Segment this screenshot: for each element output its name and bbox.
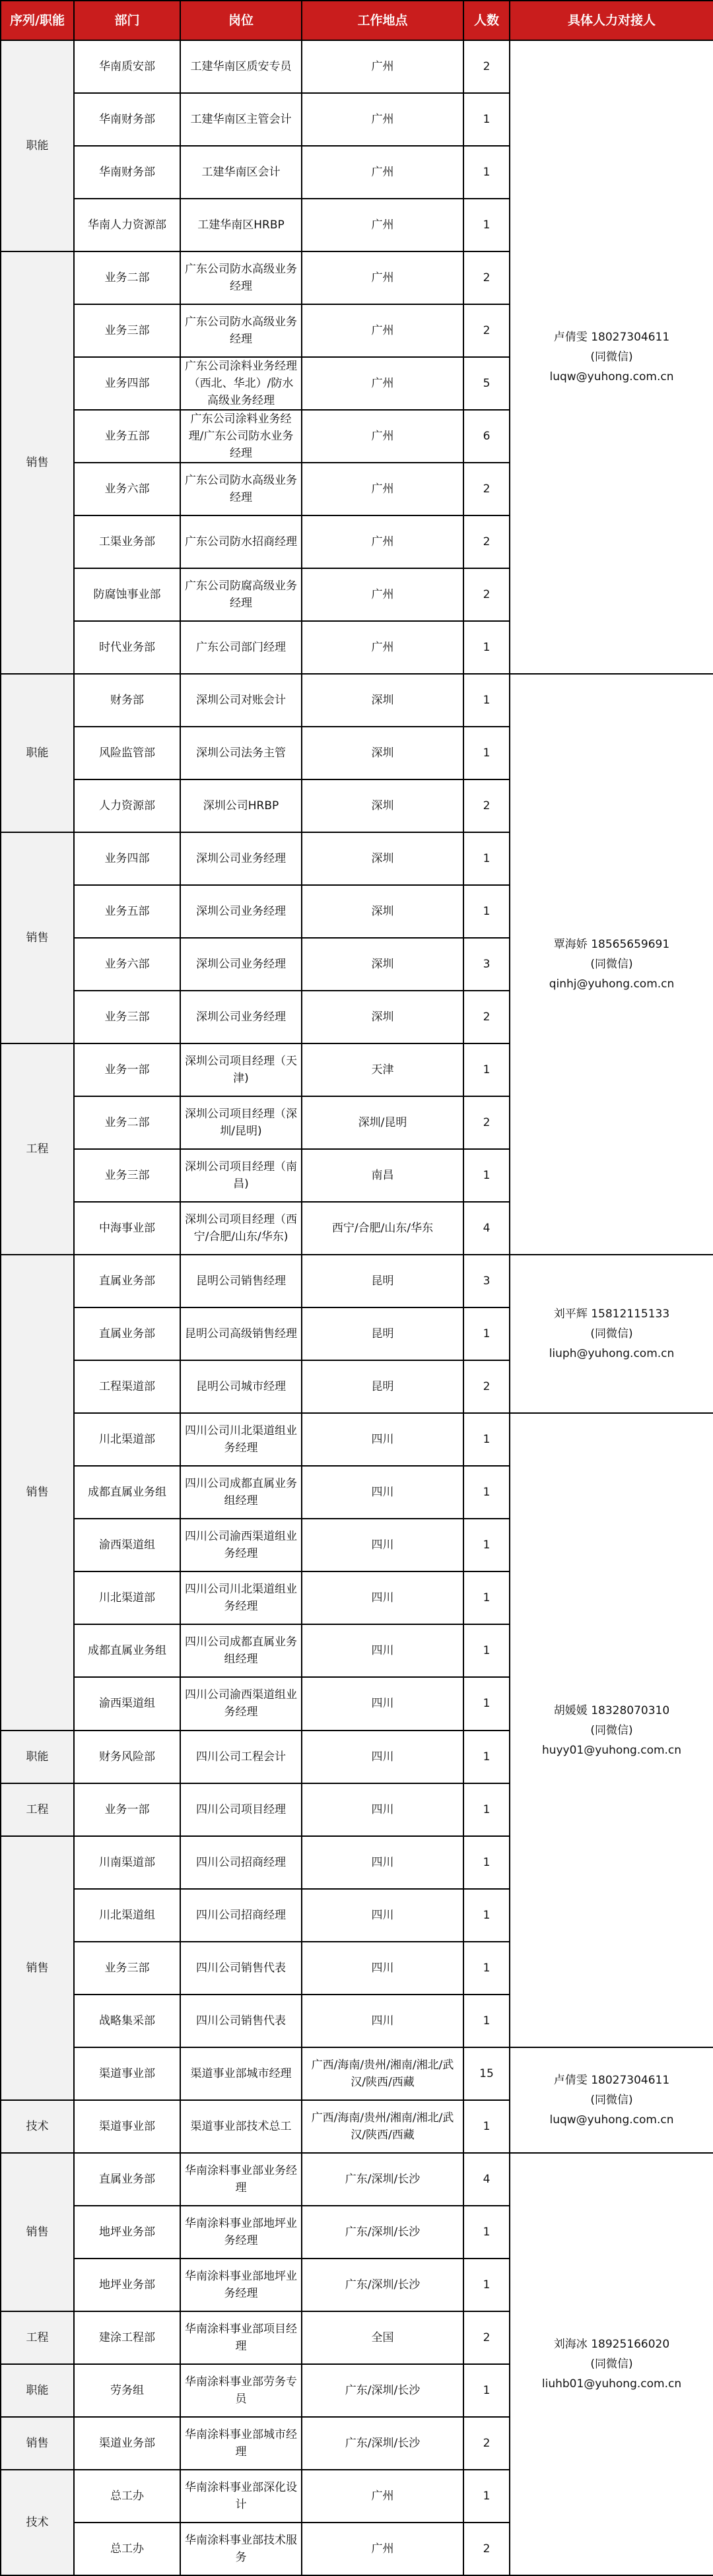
headcount-cell: 1 <box>463 146 510 199</box>
department-cell: 华南人力资源部 <box>74 199 180 251</box>
hr-contact-cell <box>510 1413 713 2047</box>
contact-wechat-note: (同微信) <box>590 958 633 972</box>
contact-email[interactable]: luqw@yuhong.com.cn <box>549 370 674 384</box>
headcount-cell: 1 <box>463 2206 510 2259</box>
department-cell: 渠道事业部 <box>74 2100 180 2153</box>
department-cell: 渠道事业部 <box>74 2047 180 2100</box>
headcount-cell: 1 <box>463 1677 510 1730</box>
location-cell: 广西/海南/贵州/湘南/湘北/武汉/陕西/西藏 <box>302 2047 463 2100</box>
department-cell: 总工办 <box>74 2470 180 2523</box>
position-cell: 华南涂料事业部深化设计 <box>180 2470 302 2523</box>
headcount-cell: 1 <box>463 1889 510 1942</box>
location-cell: 广州 <box>302 463 463 515</box>
headcount-cell: 2 <box>463 568 510 621</box>
header-headcount: 人数 <box>463 1 510 40</box>
sequence-cell: 职能 <box>1 674 74 832</box>
department-cell: 业务一部 <box>74 1043 180 1096</box>
location-cell: 广州 <box>302 251 463 304</box>
department-cell: 中海事业部 <box>74 1202 180 1255</box>
position-cell: 深圳公司项目经理（深圳/昆明) <box>180 1096 302 1149</box>
headcount-cell: 1 <box>463 1571 510 1624</box>
headcount-cell: 15 <box>463 2047 510 2100</box>
position-cell: 深圳公司项目经理（西宁/合肥/山东/华东) <box>180 1202 302 1255</box>
headcount-cell: 1 <box>463 199 510 251</box>
location-cell: 昆明 <box>302 1307 463 1360</box>
position-cell: 四川公司项目经理 <box>180 1783 302 1836</box>
contact-wechat-note: (同微信) <box>590 2357 633 2371</box>
header-department: 部门 <box>74 1 180 40</box>
contact-name-phone: 覃海娇 18565659691 <box>553 938 670 952</box>
contact-email[interactable]: liuhb01@yuhong.com.cn <box>541 2377 682 2391</box>
headcount-cell: 2 <box>463 304 510 357</box>
sequence-cell: 技术 <box>1 2100 74 2153</box>
department-cell: 工程渠道部 <box>74 1360 180 1413</box>
department-cell: 业务一部 <box>74 1783 180 1836</box>
department-cell: 渝西渠道组 <box>74 1519 180 1571</box>
department-cell: 华南财务部 <box>74 146 180 199</box>
headcount-cell: 1 <box>463 621 510 674</box>
position-cell: 华南涂料事业部项目经理 <box>180 2311 302 2364</box>
location-cell: 广州 <box>302 40 463 93</box>
hr-contact-cell <box>510 40 713 674</box>
sequence-cell: 职能 <box>1 1731 74 1783</box>
position-cell: 深圳公司业务经理 <box>180 938 302 991</box>
department-cell: 成都直属业务组 <box>74 1624 180 1677</box>
position-cell: 广东公司防水高级业务经理 <box>180 251 302 304</box>
headcount-cell: 1 <box>463 1995 510 2047</box>
location-cell: 四川 <box>302 1731 463 1783</box>
location-cell: 广东/深圳/长沙 <box>302 2364 463 2417</box>
location-cell: 深圳 <box>302 832 463 885</box>
position-cell: 深圳公司项目经理（南昌) <box>180 1149 302 1202</box>
headcount-cell: 2 <box>463 2523 510 2575</box>
headcount-cell: 2 <box>463 251 510 304</box>
position-cell: 华南涂料事业部地坪业务经理 <box>180 2206 302 2259</box>
headcount-cell: 2 <box>463 991 510 1043</box>
sequence-cell: 销售 <box>1 2153 74 2311</box>
department-cell: 业务五部 <box>74 885 180 938</box>
headcount-cell: 1 <box>463 1836 510 1889</box>
sequence-cell: 销售 <box>1 832 74 1043</box>
table-row <box>1 1255 713 1307</box>
sequence-cell: 职能 <box>1 2364 74 2417</box>
department-cell: 华南财务部 <box>74 93 180 146</box>
department-cell: 人力资源部 <box>74 779 180 832</box>
table-row <box>1 2153 713 2206</box>
location-cell: 四川 <box>302 1624 463 1677</box>
headcount-cell: 1 <box>463 1043 510 1096</box>
position-cell: 昆明公司销售经理 <box>180 1255 302 1307</box>
headcount-cell: 1 <box>463 1942 510 1995</box>
position-cell: 渠道事业部技术总工 <box>180 2100 302 2153</box>
contact-name-phone: 刘海冰 18925166020 <box>553 2337 670 2351</box>
position-cell: 深圳公司项目经理（天津) <box>180 1043 302 1096</box>
location-cell: 全国 <box>302 2311 463 2364</box>
department-cell: 建涂工程部 <box>74 2311 180 2364</box>
location-cell: 广州 <box>302 2523 463 2575</box>
location-cell: 四川 <box>302 1783 463 1836</box>
location-cell: 广东/深圳/长沙 <box>302 2417 463 2470</box>
position-cell: 昆明公司城市经理 <box>180 1360 302 1413</box>
department-cell: 地坪业务部 <box>74 2259 180 2311</box>
contact-email[interactable]: liuph@yuhong.com.cn <box>549 1347 675 1361</box>
location-cell: 广州 <box>302 410 463 463</box>
table-row <box>1 40 713 93</box>
headcount-cell: 2 <box>463 515 510 568</box>
department-cell: 直属业务部 <box>74 1255 180 1307</box>
position-cell: 广东公司部门经理 <box>180 621 302 674</box>
headcount-cell: 2 <box>463 463 510 515</box>
position-cell: 四川公司工程会计 <box>180 1731 302 1783</box>
location-cell: 广西/海南/贵州/湘南/湘北/武汉/陕西/西藏 <box>302 2100 463 2153</box>
position-cell: 四川公司川北渠道组业务经理 <box>180 1413 302 1466</box>
department-cell: 业务三部 <box>74 1149 180 1202</box>
contact-wechat-note: (同微信) <box>590 350 633 364</box>
table-header-row <box>1 1 713 40</box>
hr-contact-cell <box>510 674 713 1255</box>
department-cell: 华南质安部 <box>74 40 180 93</box>
sequence-cell: 技术 <box>1 2470 74 2575</box>
headcount-cell: 2 <box>463 1360 510 1413</box>
sequence-cell: 销售 <box>1 2417 74 2470</box>
location-cell: 西宁/合肥/山东/华东 <box>302 1202 463 1255</box>
location-cell: 深圳 <box>302 779 463 832</box>
position-cell: 四川公司销售代表 <box>180 1942 302 1995</box>
department-cell: 业务六部 <box>74 463 180 515</box>
headcount-cell: 1 <box>463 2364 510 2417</box>
position-cell: 广东公司防水高级业务经理 <box>180 304 302 357</box>
position-cell: 华南涂料事业部城市经理 <box>180 2417 302 2470</box>
headcount-cell: 2 <box>463 2417 510 2470</box>
position-cell: 华南涂料事业部地坪业务经理 <box>180 2259 302 2311</box>
sequence-cell: 工程 <box>1 2311 74 2364</box>
department-cell: 渠道业务部 <box>74 2417 180 2470</box>
department-cell: 工渠业务部 <box>74 515 180 568</box>
department-cell: 劳务组 <box>74 2364 180 2417</box>
position-cell: 深圳公司法务主管 <box>180 727 302 779</box>
headcount-cell: 1 <box>463 1307 510 1360</box>
position-cell: 广东公司防水高级业务经理 <box>180 463 302 515</box>
headcount-cell: 1 <box>463 2259 510 2311</box>
position-cell: 四川公司渝西渠道组业务经理 <box>180 1677 302 1730</box>
location-cell: 昆明 <box>302 1360 463 1413</box>
position-cell: 华南涂料事业部业务经理 <box>180 2153 302 2206</box>
location-cell: 广州 <box>302 199 463 251</box>
headcount-cell: 1 <box>463 727 510 779</box>
contact-name-phone: 胡媛媛 18328070310 <box>553 1703 670 1717</box>
location-cell: 广东/深圳/长沙 <box>302 2206 463 2259</box>
sequence-cell: 销售 <box>1 251 74 674</box>
contact-email[interactable]: huyy01@yuhong.com.cn <box>541 1743 682 1757</box>
headcount-cell: 1 <box>463 1413 510 1466</box>
contact-email[interactable]: qinhj@yuhong.com.cn <box>549 977 675 991</box>
department-cell: 防腐蚀事业部 <box>74 568 180 621</box>
location-cell: 四川 <box>302 1836 463 1889</box>
table-row <box>1 2047 713 2100</box>
position-cell: 深圳公司HRBP <box>180 779 302 832</box>
location-cell: 昆明 <box>302 1255 463 1307</box>
headcount-cell: 2 <box>463 779 510 832</box>
department-cell: 财务部 <box>74 674 180 727</box>
contact-wechat-note: (同微信) <box>590 1723 633 1737</box>
location-cell: 深圳 <box>302 938 463 991</box>
header-position: 岗位 <box>180 1 302 40</box>
sequence-cell: 销售 <box>1 1836 74 2100</box>
location-cell: 南昌 <box>302 1149 463 1202</box>
headcount-cell: 1 <box>463 1149 510 1202</box>
department-cell: 直属业务部 <box>74 2153 180 2206</box>
position-cell: 广东公司防水招商经理 <box>180 515 302 568</box>
position-cell: 工建华南区HRBP <box>180 199 302 251</box>
contact-wechat-note: (同微信) <box>590 1327 633 1341</box>
headcount-cell: 1 <box>463 885 510 938</box>
position-cell: 四川公司销售代表 <box>180 1995 302 2047</box>
department-cell: 财务风险部 <box>74 1731 180 1783</box>
sequence-cell: 工程 <box>1 1783 74 1836</box>
headcount-cell: 4 <box>463 2153 510 2206</box>
department-cell: 地坪业务部 <box>74 2206 180 2259</box>
location-cell: 四川 <box>302 1571 463 1624</box>
location-cell: 四川 <box>302 1413 463 1466</box>
location-cell: 广州 <box>302 357 463 410</box>
position-cell: 华南涂料事业部技术服务 <box>180 2523 302 2575</box>
position-cell: 四川公司招商经理 <box>180 1836 302 1889</box>
department-cell: 时代业务部 <box>74 621 180 674</box>
department-cell: 业务四部 <box>74 357 180 410</box>
location-cell: 广州 <box>302 621 463 674</box>
headcount-cell: 1 <box>463 1624 510 1677</box>
hr-contact-cell <box>510 1255 713 1413</box>
department-cell: 业务四部 <box>74 832 180 885</box>
position-cell: 工建华南区质安专员 <box>180 40 302 93</box>
department-cell: 战略集采部 <box>74 1995 180 2047</box>
headcount-cell: 4 <box>463 1202 510 1255</box>
header-hr-contact: 具体人力对接人 <box>510 1 713 40</box>
position-cell: 四川公司川北渠道组业务经理 <box>180 1571 302 1624</box>
headcount-cell: 2 <box>463 40 510 93</box>
position-cell: 四川公司成都直属业务组经理 <box>180 1466 302 1519</box>
department-cell: 川南渠道部 <box>74 1836 180 1889</box>
position-cell: 四川公司招商经理 <box>180 1889 302 1942</box>
headcount-cell: 1 <box>463 1783 510 1836</box>
header-sequence: 序列/职能 <box>1 1 74 40</box>
contact-email[interactable]: luqw@yuhong.com.cn <box>549 2113 674 2127</box>
position-cell: 深圳公司业务经理 <box>180 991 302 1043</box>
headcount-cell: 3 <box>463 938 510 991</box>
headcount-cell: 1 <box>463 674 510 727</box>
department-cell: 业务三部 <box>74 991 180 1043</box>
headcount-cell: 1 <box>463 1466 510 1519</box>
department-cell: 川北渠道部 <box>74 1413 180 1466</box>
headcount-cell: 6 <box>463 410 510 463</box>
department-cell: 直属业务部 <box>74 1307 180 1360</box>
department-cell: 成都直属业务组 <box>74 1466 180 1519</box>
position-cell: 工建华南区会计 <box>180 146 302 199</box>
department-cell: 总工办 <box>74 2523 180 2575</box>
department-cell: 渝西渠道组 <box>74 1677 180 1730</box>
department-cell: 业务二部 <box>74 251 180 304</box>
headcount-cell: 5 <box>463 357 510 410</box>
headcount-cell: 1 <box>463 1731 510 1783</box>
location-cell: 广东/深圳/长沙 <box>302 2259 463 2311</box>
department-cell: 风险监管部 <box>74 727 180 779</box>
contact-name-phone: 卢倩雯 18027304611 <box>553 331 670 345</box>
location-cell: 四川 <box>302 1677 463 1730</box>
location-cell: 深圳 <box>302 674 463 727</box>
table-row <box>1 674 713 727</box>
position-cell: 广东公司防腐高级业务经理 <box>180 568 302 621</box>
location-cell: 天津 <box>302 1043 463 1096</box>
location-cell: 四川 <box>302 1995 463 2047</box>
position-cell: 四川公司渝西渠道组业务经理 <box>180 1519 302 1571</box>
location-cell: 深圳 <box>302 991 463 1043</box>
headcount-cell: 1 <box>463 2470 510 2523</box>
position-cell: 四川公司成都直属业务组经理 <box>180 1624 302 1677</box>
header-location: 工作地点 <box>302 1 463 40</box>
headcount-cell: 1 <box>463 832 510 885</box>
hr-contact-cell <box>510 2047 713 2153</box>
sequence-cell: 工程 <box>1 1043 74 1255</box>
headcount-cell: 1 <box>463 93 510 146</box>
position-cell: 深圳公司业务经理 <box>180 885 302 938</box>
department-cell: 业务六部 <box>74 938 180 991</box>
contact-name-phone: 卢倩雯 18027304611 <box>553 2073 670 2087</box>
sequence-cell: 销售 <box>1 1255 74 1730</box>
department-cell: 川北渠道组 <box>74 1889 180 1942</box>
position-cell: 广东公司涂料业务经理/广东公司防水业务经理 <box>180 410 302 463</box>
location-cell: 四川 <box>302 1519 463 1571</box>
headcount-cell: 1 <box>463 1519 510 1571</box>
sequence-cell: 职能 <box>1 40 74 251</box>
position-cell: 深圳公司业务经理 <box>180 832 302 885</box>
department-cell: 川北渠道部 <box>74 1571 180 1624</box>
location-cell: 深圳 <box>302 885 463 938</box>
location-cell: 四川 <box>302 1942 463 1995</box>
position-cell: 渠道事业部城市经理 <box>180 2047 302 2100</box>
table-row <box>1 1413 713 1466</box>
position-cell: 工建华南区主管会计 <box>180 93 302 146</box>
location-cell: 广州 <box>302 568 463 621</box>
location-cell: 广州 <box>302 146 463 199</box>
headcount-cell: 3 <box>463 1255 510 1307</box>
location-cell: 四川 <box>302 1466 463 1519</box>
department-cell: 业务二部 <box>74 1096 180 1149</box>
location-cell: 广州 <box>302 93 463 146</box>
position-cell: 广东公司涂料业务经理（西北、华北）/防水高级业务经理 <box>180 357 302 410</box>
headcount-cell: 2 <box>463 2311 510 2364</box>
location-cell: 广州 <box>302 2470 463 2523</box>
location-cell: 广州 <box>302 304 463 357</box>
department-cell: 业务三部 <box>74 1942 180 1995</box>
contact-wechat-note: (同微信) <box>590 2093 633 2107</box>
headcount-cell: 2 <box>463 1096 510 1149</box>
hr-contact-cell <box>510 2153 713 2575</box>
position-cell: 华南涂料事业部劳务专员 <box>180 2364 302 2417</box>
position-cell: 深圳公司对账会计 <box>180 674 302 727</box>
location-cell: 四川 <box>302 1889 463 1942</box>
headcount-cell: 1 <box>463 2100 510 2153</box>
contact-name-phone: 刘平辉 15812115133 <box>553 1307 670 1321</box>
department-cell: 业务五部 <box>74 410 180 463</box>
location-cell: 广东/深圳/长沙 <box>302 2153 463 2206</box>
position-cell: 昆明公司高级销售经理 <box>180 1307 302 1360</box>
location-cell: 深圳 <box>302 727 463 779</box>
department-cell: 业务三部 <box>74 304 180 357</box>
location-cell: 广州 <box>302 515 463 568</box>
location-cell: 深圳/昆明 <box>302 1096 463 1149</box>
